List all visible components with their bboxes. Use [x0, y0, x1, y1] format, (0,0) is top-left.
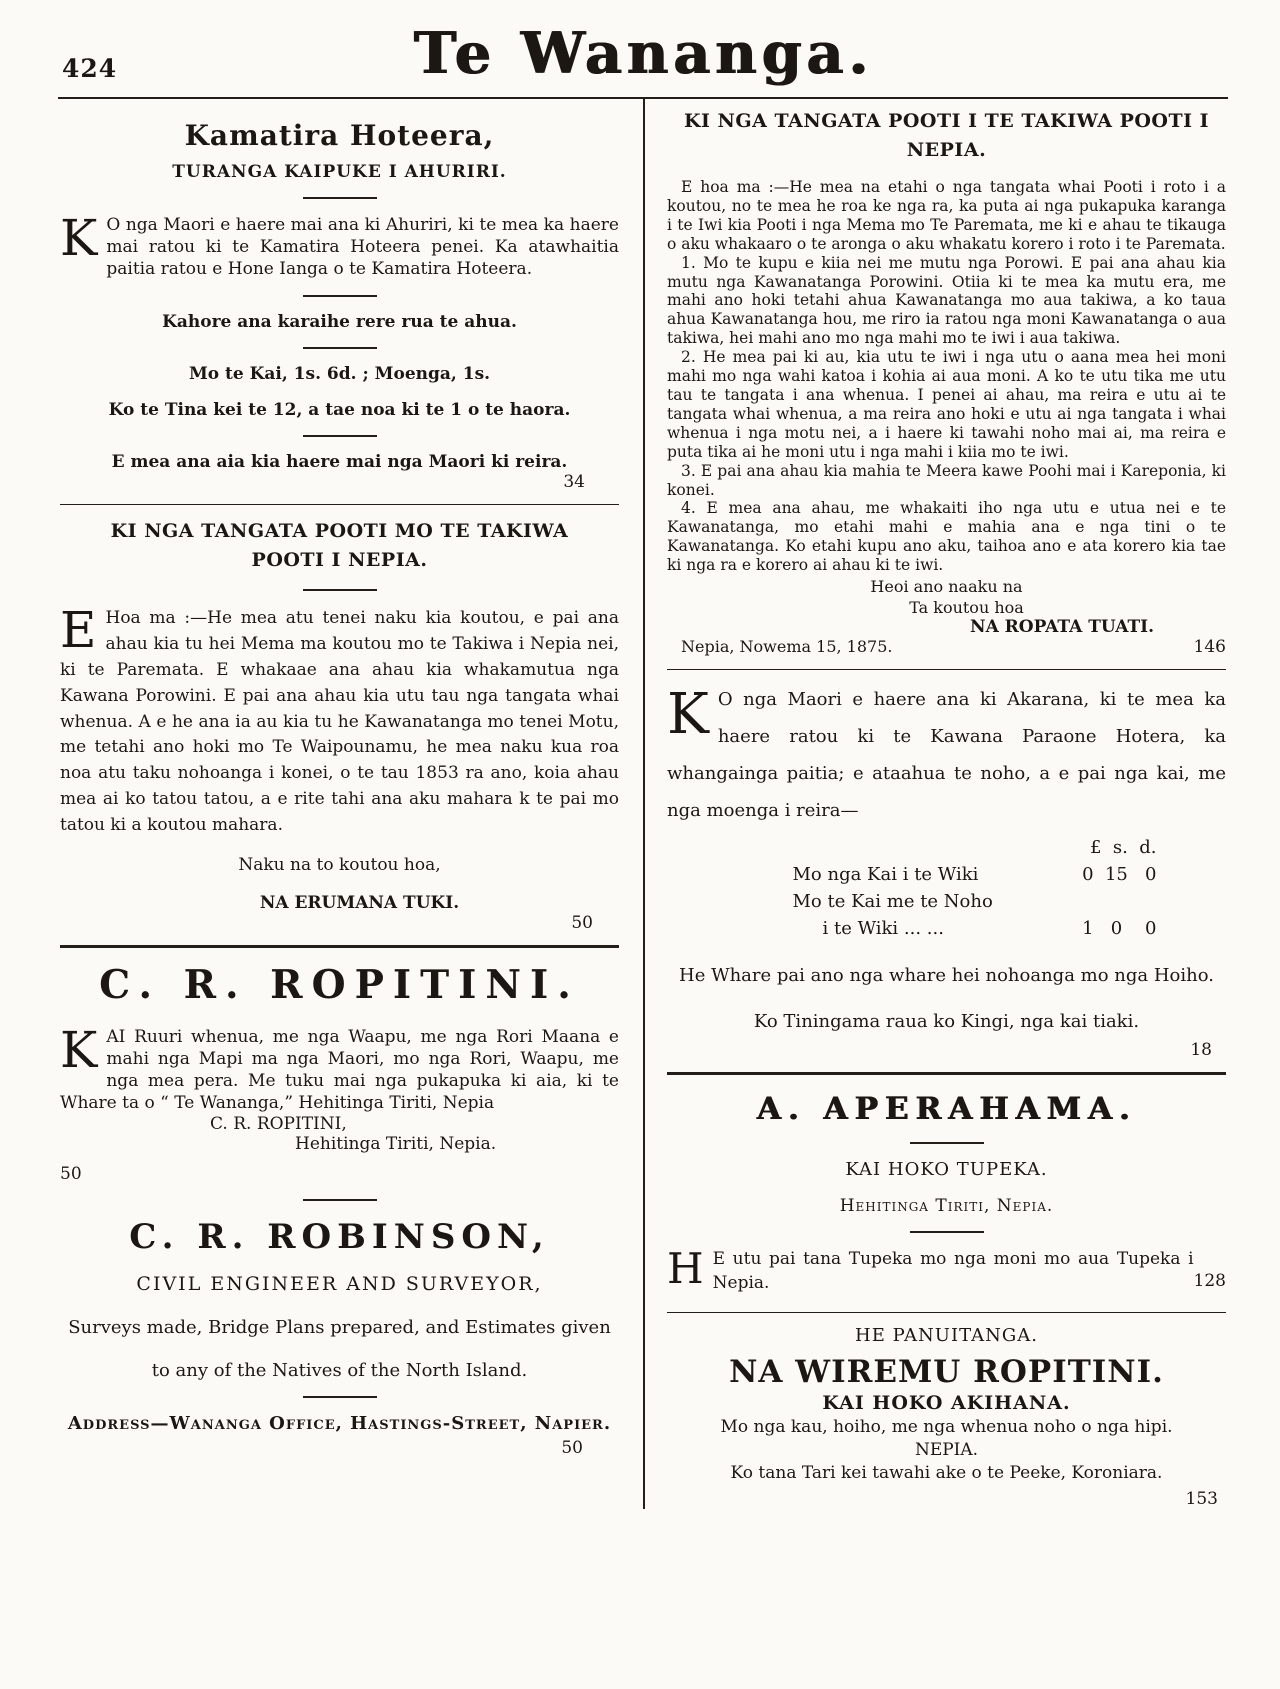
hoteera-ad	[60, 119, 619, 492]
ad-reference-number: 50	[561, 1438, 583, 1459]
dropcap-initial: E	[60, 601, 97, 660]
ropitini-body-text: AI Ruuri whenua, me nga Waapu, me nga Rori Maana e mahi nga Mapi ma nga Maori, mo nga Rori, Waapu, me nga mea pera. Me tuku mai nga pukapuka ki aia, ki te Whare ta o “ Te Wananga,” Hehitinga Tiriti, Nepia	[60, 1026, 619, 1114]
price-value: 0 15 0	[1082, 863, 1157, 885]
hoteera-subtitle: TURANGA KAIPUKE I AHURIRI.	[172, 162, 507, 182]
price-table-spacer	[737, 834, 793, 861]
ropitini-heading: C. R. ROPITINI.	[99, 961, 580, 1008]
ad-reference-number: 50	[60, 1164, 82, 1185]
column-rule	[60, 504, 619, 505]
section-divider	[303, 1396, 377, 1398]
right-column	[643, 99, 1228, 1509]
takiwa-dateline-row	[667, 637, 1226, 657]
wiremu-kicker: HE PANUITANGA.	[855, 1325, 1038, 1347]
robinson-line: Surveys made, Bridge Plans prepared, and Estimates given	[68, 1317, 611, 1339]
currency-header: £ s. d.	[1089, 836, 1157, 858]
price-table-row	[737, 888, 1157, 915]
takiwa-notice	[667, 107, 1226, 657]
left-column	[58, 99, 643, 1509]
dropcap-initial: K	[60, 1020, 98, 1079]
ad-reference-number: 34	[563, 472, 585, 493]
takiwa-item-1: 1. Mo te kupu e kiia nei me mutu nga Porowi. E pai ana ahau kia mutu nga Kawanatanga Porowini. Otiia ki te mea ka mutu era, me mahi ano hoki tetahi ahua Kawanatanga mo aua takiwa, a ko taua ahua Kawanatanga hou, me riro ia ratou nga moni Kawanatanga o aua takiwa, hei mahi ano mo nga mahi mo te iwi i aua takiwa.	[667, 253, 1226, 348]
aperahama-heading: A. APERAHAMA.	[756, 1091, 1137, 1128]
takiwa-intro: E hoa ma :—He mea na etahi o nga tangata whai Pooti i roto i a koutou, no te mea he roa ke nga ra, ka puta ai nga pukapuka karanga i te Iwi kia Pooti i nga Mema mo Te Paremata, me ki e ahau te tikauga o aku whakaaro o te aronga o aku whakatu korero i roto i te Paremata.	[667, 178, 1226, 253]
pooti-body-text: Hoa ma :—He mea atu tenei naku kia koutou, e pai ana ahau kia tu hei Mema ma koutou mo te Takiwa i Nepia nei, ki te Paremata. E whakaae ana ahau kia whakamutua nga Kawana Porowini. E pai ana ahau kia utu tau nga tangata whai whenua. A e he ana ia au kia tu he Kawanatanga mo tenei Motu, me tetahi ano hoki mo Te Waipounamu, he mea naku kua roa noa atu taku nohoanga i konei, o te tau 1853 ra ano, koia ahau mea ai ko tatou tatou, a e rite tahi ana aku mahara k te pai mo tatou ki a koutou mahara.	[60, 608, 619, 835]
takiwa-close: Ta koutou hoa	[909, 598, 1024, 618]
price-value	[1047, 888, 1157, 915]
hoteera-dinner: Ko te Tina kei te 12, a tae noa ki te 1 o te haora.	[108, 400, 571, 421]
wiremu-heading: NA WIREMU ROPITINI.	[729, 1354, 1164, 1391]
hoteera-prices: Mo te Kai, 1s. 6d. ; Moenga, 1s.	[188, 364, 491, 385]
column-rule	[667, 1312, 1226, 1313]
ad-reference-number: 128	[1193, 1271, 1226, 1292]
takiwa-close: Heoi ano naaku na	[870, 577, 1023, 597]
ropitini-body	[60, 1020, 619, 1114]
ropitini-signature-address: Hehitinga Tiriti, Nepia.	[295, 1134, 497, 1155]
aperahama-body	[667, 1244, 1226, 1296]
price-table	[737, 834, 1157, 942]
wiremu-ad	[667, 1325, 1226, 1509]
section-divider	[303, 1199, 377, 1201]
takiwa-body	[667, 178, 1226, 575]
ropitini-signature: C. R. ROPITINI,	[210, 1114, 347, 1135]
aperahama-address: Hehitinga Tiriti, Nepia.	[839, 1196, 1054, 1217]
robinson-subtitle: CIVIL ENGINEER AND SURVEYOR,	[136, 1273, 543, 1296]
robinson-line: to any of the Natives of the North Island.	[151, 1360, 528, 1382]
columns	[58, 99, 1228, 1509]
price-table-header-row	[737, 834, 1157, 861]
ropitini-ad	[60, 962, 619, 1201]
ad-reference-number: 146	[1193, 637, 1226, 658]
section-divider	[303, 347, 377, 349]
section-divider	[910, 1142, 984, 1144]
wiremu-line: Ko tana Tari kei tawahi ake o te Peeke, Koroniara.	[730, 1463, 1163, 1484]
aperahama-trade: KAI HOKO TUPEKA.	[845, 1159, 1048, 1181]
dropcap-initial: K	[60, 209, 98, 267]
hotera-body	[667, 682, 1226, 830]
column-rule	[667, 1072, 1226, 1075]
robinson-address: Address—Wananga Office, Hastings-Street, Napier.	[67, 1413, 612, 1435]
dropcap-initial: K	[667, 682, 709, 748]
wiremu-location: NEPIA.	[914, 1440, 979, 1461]
hotera-keepers: Ko Tiningama raua ko Kingi, nga kai tiaki.	[753, 1011, 1140, 1033]
robinson-ad	[60, 1217, 619, 1458]
takiwa-item-3: 3. E pai ana ahau kia mahia te Meera kawe Poohi mai i Kareponia, ki konei.	[667, 461, 1226, 499]
hoteera-title: Kamatira Hoteera,	[184, 119, 495, 152]
price-label: Mo te Kai me te Noho	[792, 890, 993, 912]
dropcap-initial: H	[667, 1244, 704, 1294]
pooti-signature: NA ERUMANA TUKI.	[259, 892, 460, 913]
pooti-body	[60, 601, 619, 838]
pooti-heading: KI NGA TANGATA POOTI MO TE TAKIWA POOTI I NEPIA.	[110, 520, 569, 571]
page-number: 424	[62, 54, 118, 83]
section-divider	[303, 589, 377, 591]
pooti-valediction: Naku na to koutou hoa,	[238, 854, 441, 875]
section-divider	[303, 197, 377, 199]
takiwa-item-2: 2. He mea pai ki au, kia utu te iwi i nga utu o aana mea hei moni mahi mo nga wahi katoa i kohia ai aua moni. A ko te utu tika me utu tau te tangata i ana whenua. I penei ai ahau, ma reira e utu ai te tangata whai whenua, a ma reira ano hoki e utu ai nga tangata i whai whenua i nga motu nei, a i haere ki tawahi noho mai ai, ma reira e puta tika ai he moni utu i nga mahi i kiia mo te iwi.	[667, 348, 1226, 461]
masthead-title: Te Wananga.	[413, 20, 873, 87]
hoteera-invite: E mea ana aia kia haere mai nga Maori ki reira.	[111, 452, 568, 473]
price-table-row	[737, 915, 1157, 942]
takiwa-dateline: Nepia, Nowema 15, 1875.	[681, 637, 893, 657]
price-label: Mo nga Kai i te Wiki	[792, 863, 979, 885]
masthead	[58, 14, 1228, 99]
section-divider	[303, 295, 377, 297]
hoteera-body-text: O nga Maori e haere mai ana ki Ahuriri, ki te mea ka haere mai ratou ki te Kamatira Hoteera penei. Ka atawhaitia paitia ratou e Hone Ianga o te Kamatira Hoteera.	[106, 215, 619, 280]
section-divider	[910, 1231, 984, 1233]
ad-reference-number: 153	[1185, 1489, 1218, 1510]
column-rule	[60, 945, 619, 948]
price-value: 1 0 0	[1082, 917, 1157, 939]
aperahama-body-text: E utu pai tana Tupeka mo nga moni mo aua Tupeka i Nepia.	[712, 1249, 1194, 1294]
takiwa-item-4: 4. E mea ana ahau, me whakaiti iho nga utu e utua nei e te Kawanatanga, mo etahi mahi e mahia ana e nga tini o te Kawanatanga. Ko etahi kupu ano aku, taihoa ano e ata korero kia tae ki nga ra e korero ai ahau ki te iwi.	[667, 499, 1226, 575]
hotera-notice	[667, 682, 1226, 1060]
takiwa-signature: NA ROPATA TUATI.	[970, 617, 1154, 638]
hotera-stable-note: He Whare pai ano nga whare hei nohoanga mo nga Hoiho.	[679, 964, 1214, 986]
wiremu-trade: KAI HOKO AKIHANA.	[822, 1392, 1071, 1415]
pooti-letter	[60, 517, 619, 932]
price-table-row	[737, 861, 1157, 888]
aperahama-ad	[667, 1091, 1226, 1296]
section-divider	[303, 435, 377, 437]
column-rule	[667, 669, 1226, 670]
hotera-body-text: O nga Maori e haere ana ki Akarana, ki te mea ka haere ratou ki te Kawana Paraone Hotera, ka whangainga paitia; e ataahua te noho, a e pai nga kai, me nga moenga i reira—	[667, 689, 1226, 821]
ad-reference-number: 18	[1190, 1040, 1212, 1061]
wiremu-line: Mo nga kau, hoiho, me nga whenua noho o nga hipi.	[720, 1417, 1173, 1438]
robinson-heading: C. R. ROBINSON,	[129, 1217, 550, 1258]
price-label: i te Wiki ... ...	[822, 917, 944, 939]
hoteera-body	[60, 209, 619, 280]
hoteera-note: Kahore ana karaihe rere rua te ahua.	[162, 312, 517, 333]
takiwa-heading: KI NGA TANGATA POOTI I TE TAKIWA POOTI I NEPIA.	[684, 110, 1209, 161]
ad-reference-number: 50	[571, 912, 593, 933]
